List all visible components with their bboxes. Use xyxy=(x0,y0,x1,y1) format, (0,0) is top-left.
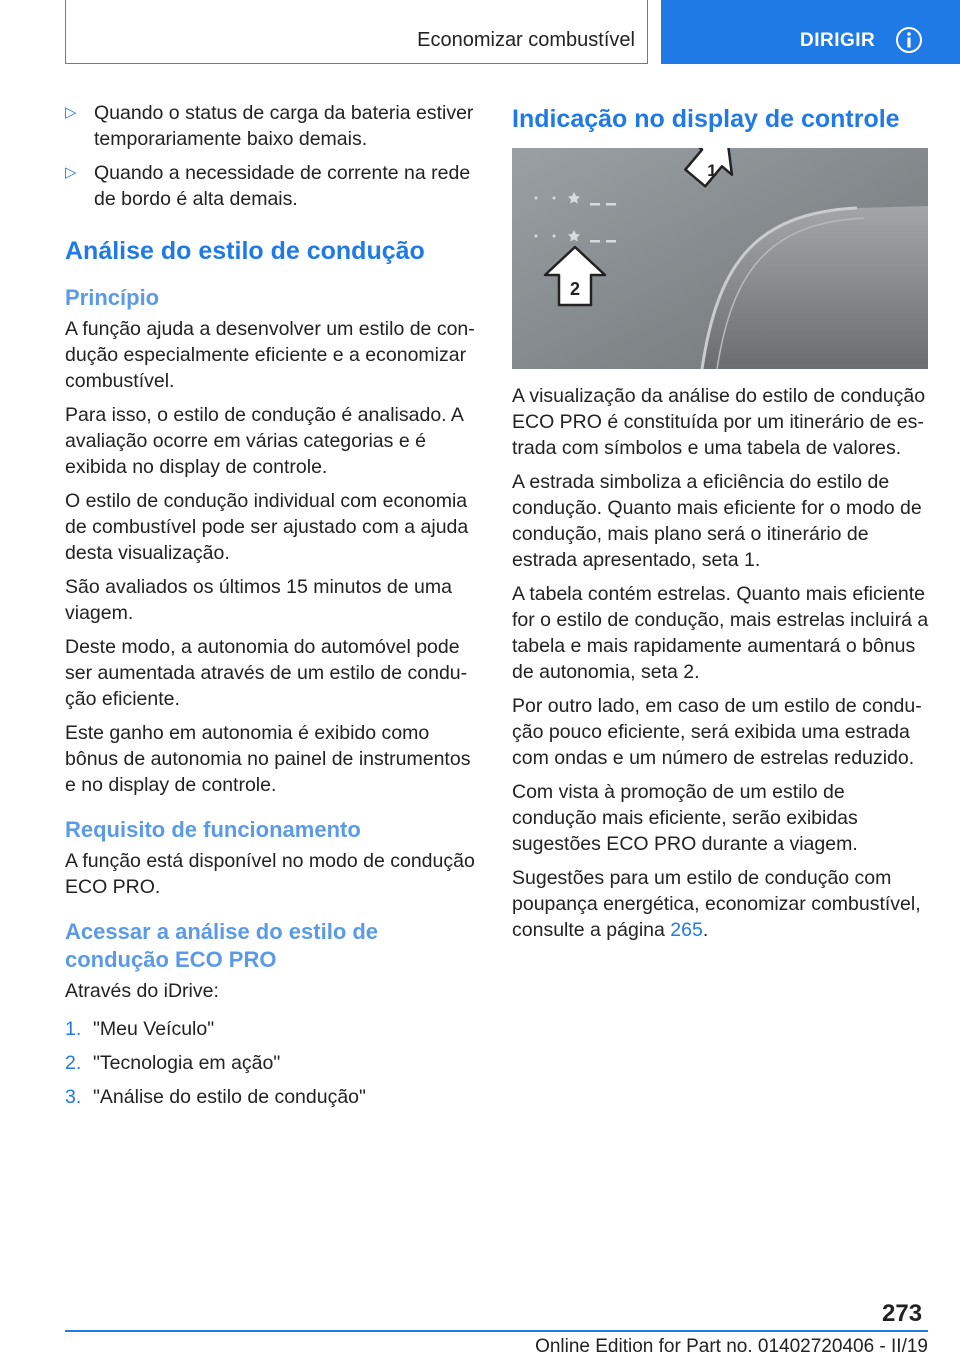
left-column xyxy=(65,100,480,1118)
paragraph-with-link xyxy=(512,865,930,943)
arrow-1-label: 1 xyxy=(707,161,717,180)
bullet-item xyxy=(65,160,480,212)
bullet-text: Quando o status de carga da bateria estiver temporariamente baixo demais. xyxy=(94,102,474,150)
step-item xyxy=(65,1050,480,1076)
paragraph: A visualização da análise do estilo de condução ECO PRO é constituída por um itinerário de estrada com símbolos e uma tabela de valores. xyxy=(512,385,926,459)
triangle-bullet-icon: ▷ xyxy=(65,164,77,181)
step-text: "Meu Veículo" xyxy=(93,1018,215,1040)
paragraph: Com vista à promoção de um estilo de condução mais eficiente, serão exibidas sugestões ECO PRO durante a viagem. xyxy=(512,781,858,855)
paragraph: Este ganho em autonomia é exibido como bônus de autonomia no painel de instrumentos e no display de controle. xyxy=(65,722,471,796)
step-item xyxy=(65,1084,480,1110)
paragraph: Para isso, o estilo de condução é analisado. A avaliação ocorre em várias categorias e é exibida no display de controle. xyxy=(65,404,463,478)
bullet-list xyxy=(65,100,480,212)
header-title-box xyxy=(65,0,648,64)
paragraph: A tabela contém estrelas. Quanto mais eficiente for o estilo de condução, mais estrelas incluirá a tabela e mais rapidamente aumentará o bônus de autonomia, seta 2. xyxy=(512,583,929,683)
paragraph: Deste modo, a autonomia do automóvel pode ser aumentada através de um estilo de condução eficiente. xyxy=(65,636,468,710)
steps-list xyxy=(65,1016,480,1110)
section-heading: Análise do estilo de condução xyxy=(65,237,425,265)
step-text: "Tecnologia em ação" xyxy=(93,1052,281,1074)
paragraph: O estilo de condução individual com economia de combustível pode ser ajustado com a ajuda desta visualização. xyxy=(65,490,469,564)
header-title: Economizar combustível xyxy=(417,29,635,51)
footer-edition: Online Edition for Part no. 01402720406 - II/19 xyxy=(535,1336,928,1357)
arrow-2-label: 2 xyxy=(569,279,581,299)
info-icon xyxy=(895,26,923,54)
bullet-item xyxy=(65,100,480,152)
right-column xyxy=(512,100,930,951)
principle-heading: Princípio xyxy=(65,285,160,310)
page-link[interactable]: 265 xyxy=(670,919,703,941)
paragraph: A estrada simboliza a eficiência do estilo de condução. Quanto mais eficiente for o modo de condução, mais plano será o itinerário de estrada apresentado, seta 1. xyxy=(512,471,922,571)
step-text: "Análise do estilo de condução" xyxy=(93,1086,366,1108)
step-number: 1. xyxy=(65,1018,82,1040)
requirement-heading: Requisito de funcionamento xyxy=(65,817,361,842)
access-heading: Acessar a análise do estilo de condução ECO PRO xyxy=(65,919,379,972)
header-section-label: DIRIGIR xyxy=(800,30,876,51)
page-number: 273 xyxy=(882,1300,923,1327)
step-item xyxy=(65,1016,480,1042)
step-number: 3. xyxy=(65,1086,82,1108)
display-heading: Indicação no display de controle xyxy=(512,105,900,133)
paragraph: A função ajuda a desenvolver um estilo de condução especialmente eficiente e a economizar combustível. xyxy=(65,318,475,392)
step-number: 2. xyxy=(65,1052,82,1074)
header-section-tab xyxy=(661,0,960,64)
paragraph: Através do iDrive: xyxy=(65,980,219,1002)
bullet-text: Quando a necessidade de corrente na rede de bordo é alta demais. xyxy=(94,162,471,210)
paragraph-end: . xyxy=(702,919,709,941)
paragraph: São avaliados os últimos 15 minutos de uma viagem. xyxy=(65,576,452,624)
paragraph: A função está disponível no modo de condução ECO PRO. xyxy=(65,850,475,898)
paragraph: Por outro lado, em caso de um estilo de condução pouco eficiente, será exibida uma estrada com ondas e um número de estrelas reduzido. xyxy=(512,695,922,769)
paragraph-text: Sugestões para um estilo de condução com poupança energética, economizar combustível, consulte a página xyxy=(512,867,921,941)
footer-divider xyxy=(65,1330,928,1332)
eco-pro-display-figure xyxy=(512,148,928,369)
triangle-bullet-icon: ▷ xyxy=(65,104,77,121)
